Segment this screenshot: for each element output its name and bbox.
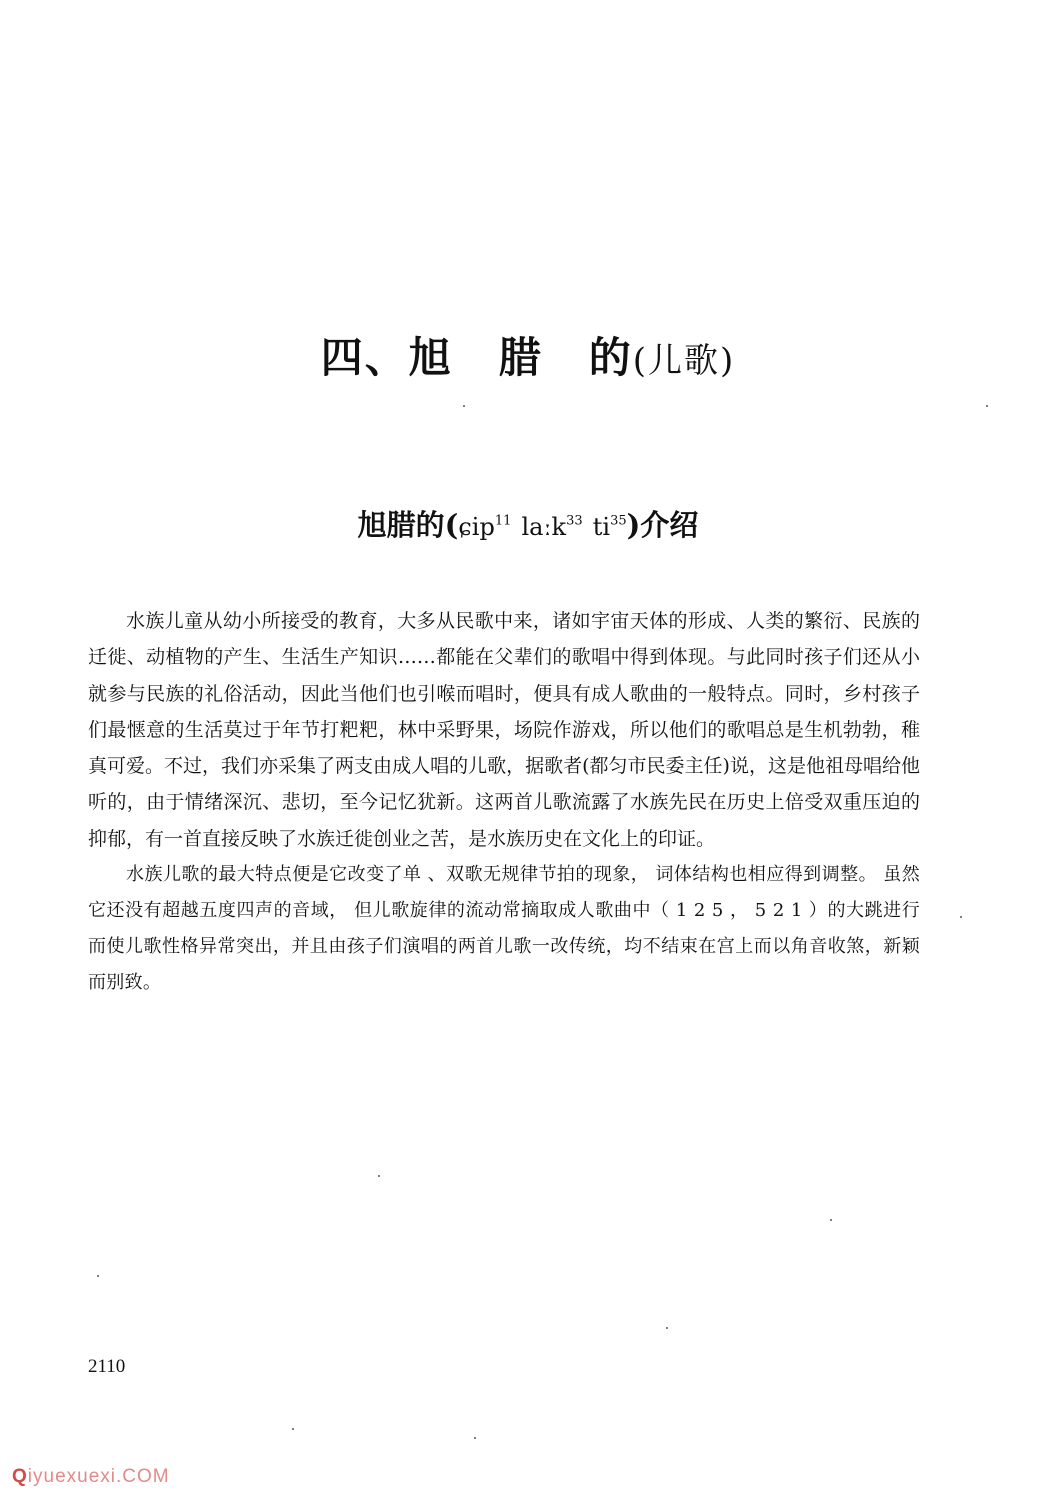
section-title <box>0 503 1056 544</box>
watermark <box>12 1466 170 1488</box>
scan-speck <box>292 1428 294 1430</box>
scan-speck <box>960 916 962 918</box>
tone-mark-1: 11 <box>494 513 512 529</box>
scan-speck <box>97 1275 99 1277</box>
scan-speck <box>463 405 465 407</box>
chapter-subtitle: (儿歌) <box>632 341 736 381</box>
tone-mark-3: 35 <box>610 513 627 529</box>
scan-speck <box>666 1327 668 1329</box>
page-number: 2110 <box>88 1356 126 1377</box>
section-title-suffix: )介绍 <box>626 508 699 542</box>
chapter-title-part3: 的 <box>588 333 633 382</box>
section-title-prefix: 旭腊的( <box>357 508 459 542</box>
scan-speck <box>986 405 988 407</box>
chapter-title <box>0 325 1056 385</box>
tone-mark-2: 33 <box>566 513 583 529</box>
paragraph-1: 水族儿童从幼小所接受的教育，大多从民歌中来，诸如宇宙天体的形成、人类的繁衍、民族的迁徙、动植物的产生、生活生产知识……都能在父辈们的歌唱中得到体现。与此同时孩子们还从小就参与民族的礼俗活动，因此当他们也引喉而唱时，便具有成人歌曲的一般特点。同时，乡村孩子们最惬意的生活莫过于年节打粑粑，林中采野果，场院作游戏，所以他们的歌唱总是生机勃勃，稚真可爱。不过，我们亦采集了两支由成人唱的儿歌，据歌者(都匀市民委主任)说，这是他祖母唱给他听的，由于情绪深沉、悲切，至今记忆犹新。这两首儿歌流露了水族先民在历史上倍受双重压迫的抑郁，有一首直接反映了水族迁徙创业之苦，是水族历史在文化上的印证。 <box>88 610 920 850</box>
ipa-syllable-1: ɕip <box>458 513 495 541</box>
scan-speck <box>830 1219 832 1221</box>
chapter-title-part1: 四、旭 <box>320 333 453 382</box>
paragraph-2: 水族儿歌的最大特点便是它改变了单 、双歌无规律节拍的现象， 词体结构也相应得到调整。 虽然它还没有超越五度四声的音域， 但儿歌旋律的流动常摘取成人歌曲中（ 1 2 5 ， 5 2 1 ）的大跳进行而使儿歌性格异常突出，并且由孩子们演唱的两首儿歌一改传统，均不结束在宫上而以角音收煞，新颖而别致。 <box>88 864 920 994</box>
ipa-syllable-2: laːk <box>521 513 567 541</box>
body-text <box>88 603 920 1001</box>
ipa-syllable-3: ti <box>592 513 611 541</box>
scan-speck <box>378 1175 380 1177</box>
chapter-title-part2: 腊 <box>498 333 543 382</box>
watermark-text: iyuexuexi.COM <box>27 1466 170 1487</box>
watermark-logo-letter: Q <box>12 1466 28 1487</box>
scan-speck <box>474 1437 476 1439</box>
